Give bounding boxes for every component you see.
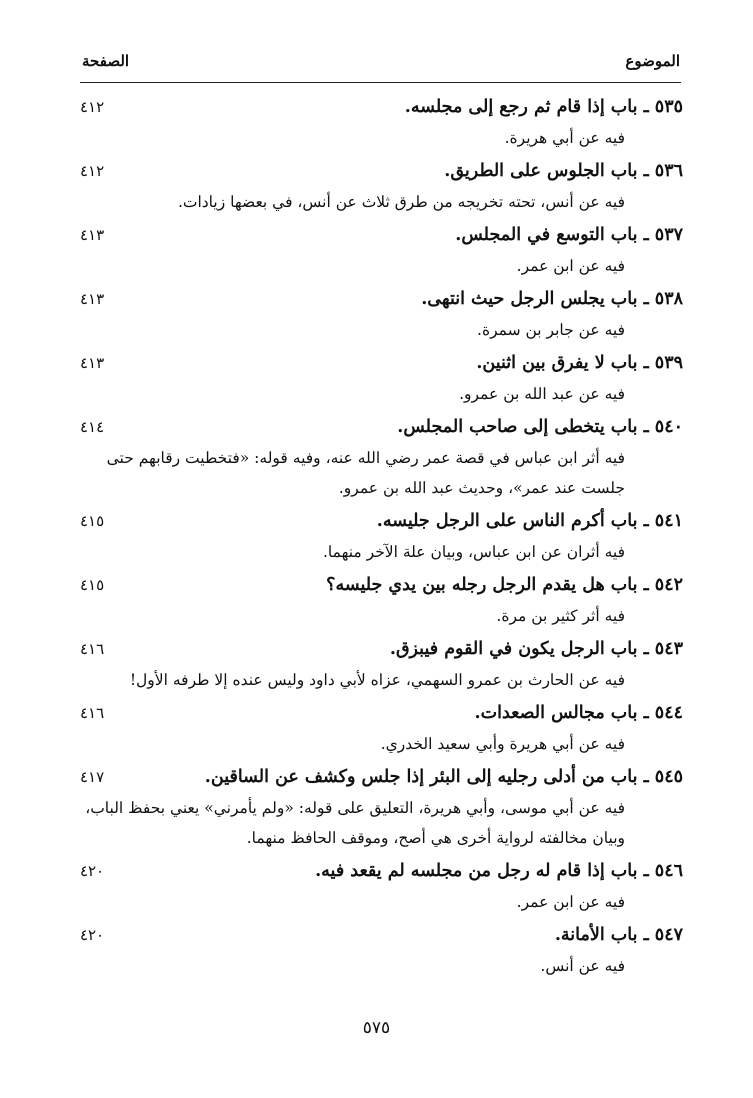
entry-dash: ـ [637, 97, 655, 117]
entry-number: ٥٤٣ [654, 639, 683, 659]
toc-entries [78, 92, 683, 984]
entry-heading [78, 856, 683, 887]
entry-heading [78, 92, 683, 123]
entry-title: باب إذا قام ثم رجع إلى مجلسه. [404, 97, 638, 117]
entry-description: فيه عن جابر بن سمرة. [477, 321, 625, 339]
entry-title: باب هل يقدم الرجل رجله بين يدي جليسه؟ [326, 575, 638, 595]
entry-description: فيه أثران عن ابن عباس، وبيان علة الآخر منهما. [322, 543, 625, 561]
header-rule [80, 82, 681, 83]
entry-dash: ـ [637, 703, 655, 723]
toc-entry [78, 570, 683, 631]
toc-entry [78, 92, 683, 153]
entry-title: باب الرجل يكون في القوم فيبزق. [389, 639, 638, 659]
entry-heading [78, 284, 683, 315]
entry-page-number: ٤١٤ [80, 418, 105, 436]
entry-dash: ـ [637, 225, 655, 245]
entry-description: فيه عن أنس. [540, 957, 625, 975]
toc-entry [78, 156, 683, 217]
entry-dash: ـ [637, 511, 655, 531]
entry-dash: ـ [637, 925, 655, 945]
entry-title: باب الأمانة. [554, 925, 638, 945]
toc-entry [78, 698, 683, 759]
entry-number: ٥٣٧ [654, 225, 683, 245]
entry-page-number: ٤١٦ [80, 704, 105, 722]
entry-title: باب يتخطى إلى صاحب المجلس. [397, 417, 638, 437]
entry-page-number: ٤١٣ [80, 290, 105, 308]
entry-number: ٥٣٩ [654, 353, 683, 373]
entry-description: فيه عن أبي هريرة وأبي سعيد الخدري. [380, 735, 625, 753]
toc-entry [78, 220, 683, 281]
entry-dash: ـ [637, 861, 655, 881]
entry-dash: ـ [637, 767, 655, 787]
entry-dash: ـ [637, 353, 655, 373]
entry-number: ٥٤٤ [654, 703, 683, 723]
entry-title: باب من أدلى رجليه إلى البئر إذا جلس وكشف عن الساقين. [204, 767, 638, 787]
entry-heading [78, 506, 683, 537]
entry-number: ٥٤٥ [654, 767, 683, 787]
entry-number: ٥٣٥ [654, 97, 683, 117]
entry-title: باب التوسع في المجلس. [455, 225, 638, 245]
entry-description: فيه عن عبد الله بن عمرو. [459, 385, 625, 403]
entry-number: ٥٤٢ [654, 575, 683, 595]
entry-number: ٥٤٦ [654, 861, 683, 881]
entry-heading [78, 156, 683, 187]
entry-number: ٥٤٧ [654, 925, 683, 945]
entry-description: فيه عن أنس، تحته تخريجه من طرق ثلاث عن أنس، في بعضها زيادات. [177, 193, 625, 211]
entry-dash: ـ [637, 639, 655, 659]
toc-entry [78, 634, 683, 695]
toc-entry [78, 412, 683, 503]
entry-heading [78, 348, 683, 379]
entry-heading [78, 570, 683, 601]
entry-number: ٥٣٨ [654, 289, 683, 309]
entry-heading [78, 220, 683, 251]
toc-entry [78, 506, 683, 567]
entry-page-number: ٤١٧ [80, 768, 105, 786]
entry-page-number: ٤١٥ [80, 512, 105, 530]
entry-description: فيه عن أبي هريرة. [504, 129, 625, 147]
entry-page-number: ٤١٢ [80, 162, 105, 180]
entry-page-number: ٤٢٠ [80, 926, 105, 944]
entry-heading [78, 762, 683, 793]
entry-page-number: ٤١٦ [80, 640, 105, 658]
topic-column-header: الموضوع [625, 52, 680, 70]
entry-page-number: ٤١٣ [80, 226, 105, 244]
toc-entry [78, 856, 683, 917]
entry-dash: ـ [637, 575, 655, 595]
entry-description: فيه عن ابن عمر. [516, 257, 625, 275]
entry-number: ٥٣٦ [654, 161, 683, 181]
page-number: ٥٧٥ [362, 1018, 391, 1038]
entry-number: ٥٤٠ [654, 417, 683, 437]
entry-page-number: ٤١٥ [80, 576, 105, 594]
entry-dash: ـ [637, 289, 655, 309]
entry-heading [78, 698, 683, 729]
entry-title: باب أكرم الناس على الرجل جليسه. [376, 511, 638, 531]
entry-dash: ـ [637, 417, 655, 437]
entry-description: فيه عن الحارث بن عمرو السهمي، عزاه لأبي داود وليس عنده إلا طرفه الأول! [129, 671, 625, 689]
toc-entry [78, 920, 683, 981]
entry-heading [78, 412, 683, 443]
entry-title: باب الجلوس على الطريق. [444, 161, 638, 181]
entry-heading [78, 920, 683, 951]
entry-page-number: ٤٢٠ [80, 862, 105, 880]
entry-description: فيه أثر ابن عباس في قصة عمر رضي الله عنه، وفيه قوله: «فتخطيت رقابهم حتى جلست عند عمر»، وحديث عبد الله بن عمرو. [106, 449, 625, 497]
entry-dash: ـ [637, 161, 655, 181]
entry-description: فيه عن أبي موسى، وأبي هريرة، التعليق على قوله: «ولم يأمرني» يعني بحفظ الباب، وبيان مخالفته لرواية أخرى هي أصح، وموقف الحافظ منهما. [85, 799, 625, 847]
entry-page-number: ٤١٣ [80, 354, 105, 372]
entry-heading [78, 634, 683, 665]
toc-entry [78, 348, 683, 409]
entry-title: باب يجلس الرجل حيث انتهى. [421, 289, 638, 309]
entry-title: باب لا يفرق بين اثنين. [476, 353, 638, 373]
entry-description: فيه عن ابن عمر. [516, 893, 625, 911]
toc-entry [78, 762, 683, 853]
entry-title: باب مجالس الصعدات. [474, 703, 638, 723]
page-column-header: الصفحة [82, 52, 130, 70]
toc-entry [78, 284, 683, 345]
entry-number: ٥٤١ [654, 511, 683, 531]
entry-page-number: ٤١٢ [80, 98, 105, 116]
entry-title: باب إذا قام له رجل من مجلسه لم يقعد فيه. [315, 861, 638, 881]
entry-description: فيه أثر كثير بن مرة. [496, 607, 625, 625]
